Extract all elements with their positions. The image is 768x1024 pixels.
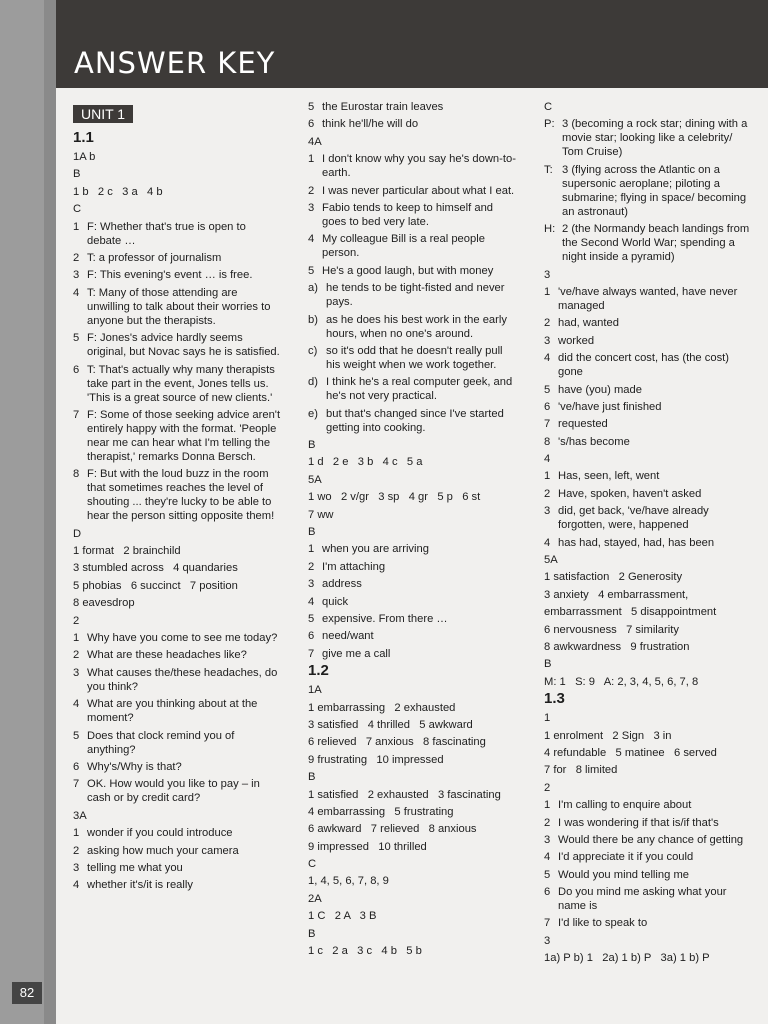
item-number: 4 [544,352,551,365]
item-text: 've/have just finished [558,400,662,413]
answer-line: 8 eavesdrop [73,597,135,610]
answer-line: 5 phobias 6 succinct 7 position [73,579,238,592]
answer-item [73,697,283,725]
answer-line: 1 wo 2 v/gr 3 sp 4 gr 5 p 6 st [308,491,481,504]
answer-item [73,220,283,248]
item-number: 5 [73,729,80,742]
answer-line: 9 frustrating 10 impressed [308,753,444,766]
answer-line: 1 C 2 A 3 B [308,910,377,923]
answer-item [544,117,754,159]
answer-line: 1a) P b) 1 2a) 1 b) P 3a) 1 b) P [544,952,710,965]
answer-item [73,861,283,875]
item-text: asking how much your camera [87,844,239,857]
answer-line: 9 impressed 10 thrilled [308,840,427,853]
item-number: 1 [544,799,551,812]
item-number: 3 [73,861,80,874]
answer-item [308,612,518,626]
item-number: 1 [544,470,551,483]
answer-item [73,729,283,757]
item-text: 2 (the Normandy beach landings from the Second World War; spending a night inside a pyramid) [562,223,750,264]
item-number: 4 [73,698,80,711]
answer-item [544,400,754,414]
item-text: F: This evening's event … is free. [87,269,253,282]
answer-line: 1 embarrassing 2 exhausted [308,701,456,714]
item-number: 2 [544,317,551,330]
answer-item [308,595,518,609]
item-text: quick [322,595,349,608]
answer-item [544,798,754,812]
answer-item [73,331,283,359]
answer-item [308,560,518,574]
answer-line: 7 for 8 limited [544,764,618,777]
item-text: Does that clock remind you of anything? [87,729,235,756]
item-number: 3 [308,578,315,591]
item-number: 3 [544,334,551,347]
item-text: F: Whether that's true is open to debate … [87,220,246,247]
item-text: I'd like to speak to [558,917,648,930]
item-number: 6 [73,363,80,376]
answer-item [308,264,518,278]
answer-item [308,375,518,403]
answer-item [544,163,754,219]
answer-line: 4 refundable 5 matinee 6 served [544,746,717,759]
answer-line: 1 d 2 e 3 b 4 c 5 a [308,456,423,469]
answer-item [308,542,518,556]
answer-line: 3 anxiety 4 embarrassment, [544,588,689,601]
item-text: F: Jones's advice hardly seems original, but Novac says he is satisfied. [87,332,280,359]
item-number: 1 [73,632,80,645]
answer-item [544,916,754,930]
item-text: Do you mind me asking what your name is [558,886,727,913]
page-binding-shadow [44,0,56,1024]
item-number: 4 [73,879,80,892]
answer-line: 1 satisfaction 2 Generosity [544,571,683,584]
answer-line: C [73,203,82,216]
answer-column-1 [73,100,283,896]
item-text: T: a professor of journalism [87,251,222,264]
answer-item [73,777,283,805]
answer-column-2 [308,100,518,961]
item-number: 8 [73,468,80,481]
item-number: 1 [308,543,315,556]
item-text: need/want [322,630,374,643]
answer-line: 3 [544,934,551,947]
item-number: 3 [544,505,551,518]
item-text: Would you mind telling me [558,868,689,881]
item-text: I'm attaching [322,560,386,573]
answer-item [308,100,518,114]
section-heading: 1.3 [544,690,565,708]
item-number: 2 [73,251,80,264]
item-number: 7 [544,418,551,431]
answer-item [308,201,518,229]
item-number: 5 [308,264,315,277]
answer-item [544,487,754,501]
item-text: expensive. From there … [322,612,448,625]
answer-line: 1 format 2 brainchild [73,545,181,558]
item-text: My colleague Bill is a real people person. [322,233,485,260]
item-number: e) [308,407,318,420]
item-number: 1 [544,285,551,298]
answer-line: embarrassment 5 disappointment [544,606,717,619]
answer-item [544,222,754,264]
item-number: 2 [308,560,315,573]
answer-item [308,232,518,260]
item-number: 5 [308,612,315,625]
answer-item [544,383,754,397]
item-number: 7 [544,917,551,930]
answer-line: B [308,526,316,539]
item-number: 2 [544,487,551,500]
answer-item [73,408,283,464]
answer-item [308,281,518,309]
item-text: did, get back, 've/have already forgotten, were, happened [558,505,709,532]
answer-line: M: 1 S: 9 A: 2, 3, 4, 5, 6, 7, 8 [544,675,699,688]
item-number: 1 [73,220,80,233]
answer-item [73,363,283,405]
item-text: worked [558,334,595,347]
section-heading: 1.2 [308,662,329,680]
answer-line: 4A [308,135,322,148]
item-number: T: [544,163,553,176]
item-number: 7 [73,408,80,421]
item-text: 3 (becoming a rock star; dining with a movie star; looking like a celebrity/ Tom Cruise) [562,118,748,159]
item-text: whether it's/it is really [87,879,193,892]
item-number: 1 [73,827,80,840]
answer-item [73,844,283,858]
item-number: 5 [73,332,80,345]
item-number: 4 [308,233,315,246]
answer-line: B [308,439,316,452]
answer-line: 5A [308,473,322,486]
item-number: 6 [544,886,551,899]
answer-item [544,417,754,431]
item-number: 6 [73,760,80,773]
item-text: What causes the/these headaches, do you think? [87,666,278,693]
answer-item [544,833,754,847]
item-text: so it's odd that he doesn't really pull his weight when we work together. [326,344,503,371]
item-number: P: [544,118,555,131]
item-number: c) [308,344,318,357]
answer-line: 2 [73,614,80,627]
item-number: 4 [308,595,315,608]
item-text: Why's/Why is that? [87,760,182,773]
item-text: had, wanted [558,317,619,330]
item-number: b) [308,313,318,326]
answer-line: 3 [544,268,551,281]
item-text: What are you thinking about at the moment? [87,698,258,725]
answer-item [544,536,754,550]
answer-item [73,760,283,774]
answer-item [544,435,754,449]
answer-item [73,878,283,892]
answer-line: 4 embarrassing 5 frustrating [308,805,454,818]
item-number: 3 [308,201,315,214]
answer-item [308,344,518,372]
header-banner [56,0,768,88]
item-number: 6 [544,400,551,413]
item-text: F: But with the loud buzz in the room that sometimes reaches the level of shouting ... they're lucky to be able to hear the person sitting opposite them! [87,468,275,523]
item-number: 3 [544,833,551,846]
item-number: a) [308,282,318,295]
answer-item [308,184,518,198]
answer-line: 1 enrolment 2 Sign 3 in [544,729,672,742]
answer-line: 2 [544,781,551,794]
answer-item [544,285,754,313]
item-text: Would there be any chance of getting [558,833,744,846]
answer-item [544,316,754,330]
answer-line: 1, 4, 5, 6, 7, 8, 9 [308,875,389,888]
item-text: Why have you come to see me today? [87,632,278,645]
item-number: 4 [544,536,551,549]
answer-item [308,117,518,131]
answer-line: 8 awkwardness 9 frustration [544,640,690,653]
item-number: 3 [73,269,80,282]
answer-item [73,286,283,328]
answer-line: 6 nervousness 7 similarity [544,623,679,636]
answer-item [308,577,518,591]
answer-item [73,631,283,645]
answer-line: 7 ww [308,508,334,521]
item-text: F: Some of those seeking advice aren't entirely happy with the format. 'People near me can hear what I'm telling the therapist,' remarks Donna Bersch. [87,408,281,463]
answer-line: 5A [544,554,558,567]
item-number: 3 [73,666,80,679]
item-text: did the concert cost, has (the cost) gone [558,352,730,379]
item-text: he tends to be tight-fisted and never pays. [326,282,505,309]
item-text: have (you) made [558,383,642,396]
item-number: d) [308,376,318,389]
item-text: OK. How would you like to pay – in cash or by credit card? [87,778,260,805]
answer-line: 1 b 2 c 3 a 4 b [73,185,163,198]
item-number: 7 [73,778,80,791]
answer-item [308,629,518,643]
answer-item [308,313,518,341]
item-text: Has, seen, left, went [558,470,660,483]
unit-badge: UNIT 1 [73,105,133,123]
item-number: 2 [544,816,551,829]
item-number: 7 [308,647,315,660]
answer-item [544,469,754,483]
item-number: 6 [308,630,315,643]
answer-item [308,407,518,435]
answer-line: B [308,927,316,940]
answer-item [308,152,518,180]
item-number: 2 [73,844,80,857]
item-text: but that's changed since I've started getting into cooking. [326,407,504,434]
answer-item [544,868,754,882]
answer-line: C [308,858,317,871]
item-text: T: That's actually why many therapists take part in the event, Jones tells us. 'This is a great source of new clients.' [87,363,275,404]
answer-item [544,850,754,864]
item-text: He's a good laugh, but with money [322,264,494,277]
answer-line: 6 awkward 7 relieved 8 anxious [308,823,477,836]
item-text: What are these headaches like? [87,649,247,662]
item-text: the Eurostar train leaves [322,101,444,113]
answer-line: 1 satisfied 2 exhausted 3 fascinating [308,788,501,801]
answer-line: D [73,527,82,540]
answer-item [544,504,754,532]
answer-line: 4 [544,453,551,466]
answer-column-3 [544,100,754,969]
item-number: 1 [308,153,315,166]
answer-line: 1A b [73,151,96,163]
item-text: T: Many of those attending are unwilling to talk about their worries to anyone but the therapists. [87,286,271,327]
item-number: 5 [308,101,315,113]
answer-item [73,666,283,694]
item-text: I was wondering if that is/if that's [558,816,719,829]
item-text: I don't know why you say he's down-to-earth. [322,153,516,180]
item-text: wonder if you could introduce [87,827,233,840]
answer-line: 1A [308,684,322,697]
item-text: 's/has become [558,435,630,448]
answer-item [308,647,518,661]
answer-item [544,351,754,379]
answer-line: B [73,168,81,181]
answer-line: 2A [308,892,322,905]
item-text: I'd appreciate it if you could [558,851,694,864]
answer-item [73,268,283,282]
item-text: requested [558,418,608,431]
item-number: 4 [73,286,80,299]
item-number: 2 [308,184,315,197]
item-number: 5 [544,868,551,881]
section-heading: 1.1 [73,129,94,146]
answer-line: 6 relieved 7 anxious 8 fascinating [308,736,486,749]
item-text: I was never particular about what I eat. [322,184,515,197]
answer-line: B [544,658,552,671]
item-text: I'm calling to enquire about [558,799,692,812]
item-text: 3 (flying across the Atlantic on a supersonic aeroplane; piloting a submarine; flying in space/ becoming an astronaut) [562,163,747,218]
item-number: 2 [73,649,80,662]
answer-line: C [544,101,553,113]
item-text: 've/have always wanted, have never managed [558,285,738,312]
item-text: give me a call [322,647,391,660]
item-text: as he does his best work in the early hours, when no one's around. [326,313,507,340]
answer-line: 3A [73,809,87,822]
item-number: 8 [544,435,551,448]
page-title: ANSWER KEY [74,46,276,80]
item-text: when you are arriving [322,543,429,556]
item-number: 5 [544,383,551,396]
item-text: think he'll/he will do [322,118,419,131]
answer-item [73,648,283,662]
page-number: 82 [12,982,42,1004]
item-text: has had, stayed, had, has been [558,536,715,549]
answer-item [544,816,754,830]
answer-item [73,826,283,840]
answer-item [73,251,283,265]
item-number: 4 [544,851,551,864]
item-text: I think he's a real computer geek, and he's not very practical. [326,376,513,403]
answer-line: 1 c 2 a 3 c 4 b 5 b [308,945,422,958]
item-text: address [322,578,362,591]
item-number: H: [544,223,556,236]
item-text: Have, spoken, haven't asked [558,487,702,500]
answer-line: 3 stumbled across 4 quandaries [73,562,238,575]
answer-line: B [308,771,316,784]
page-margin [0,0,56,1024]
item-number: 6 [308,118,315,131]
item-text: telling me what you [87,861,183,874]
answer-item [73,467,283,523]
answer-line: 1 [544,712,551,725]
item-text: Fabio tends to keep to himself and goes to bed very late. [322,201,494,228]
answer-item [544,885,754,913]
answer-line: 3 satisfied 4 thrilled 5 awkward [308,718,473,731]
answer-item [544,334,754,348]
